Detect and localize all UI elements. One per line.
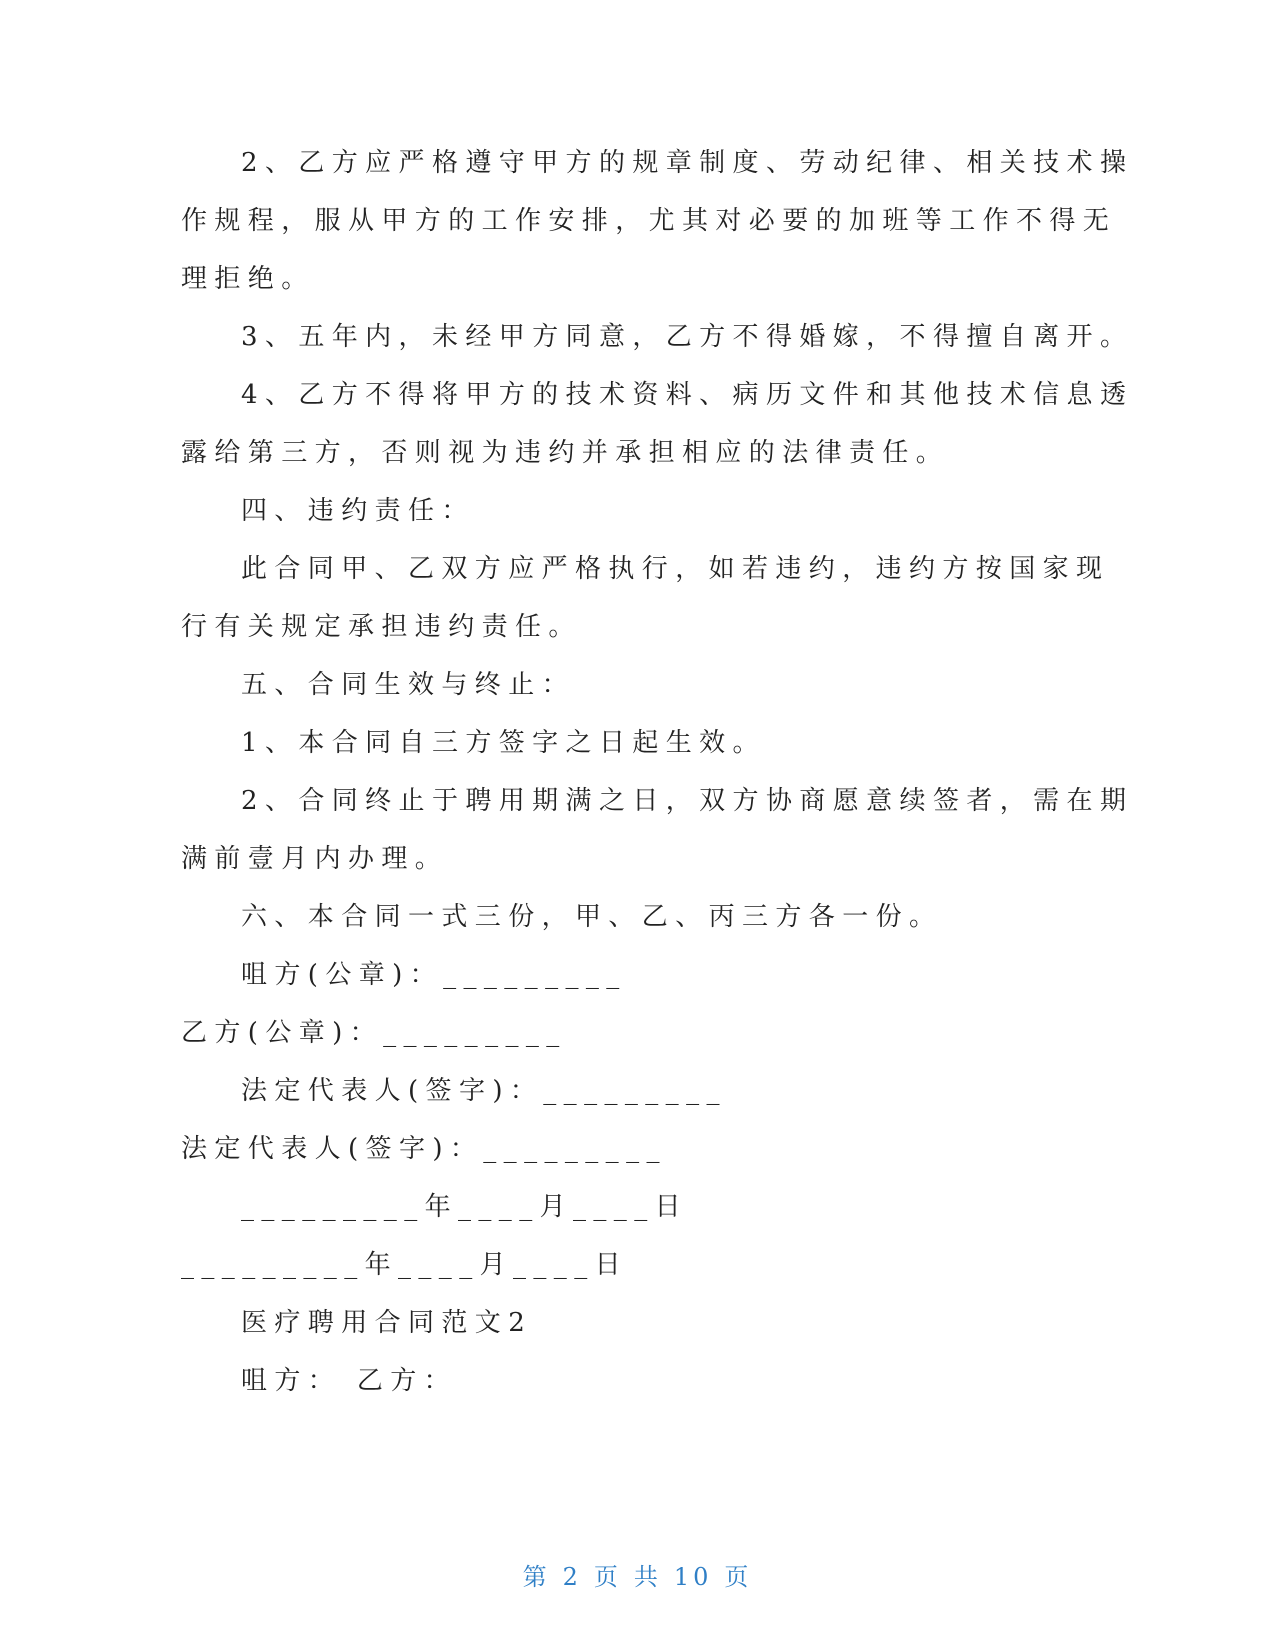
party-a-date-field: _________年____月____日 (241, 1192, 688, 1222)
clause-3-3: 3、五年内，未经甲方同意，乙方不得婚嫁，不得擅自离开。 (241, 322, 1134, 352)
party-b-date-field: _________年____月____日 (181, 1250, 628, 1280)
footer-label-gong: 共 (633, 1563, 662, 1591)
party-b-seal-field: 乙方(公章)：_________ (181, 1018, 567, 1048)
clause-3-2-line-1: 2、乙方应严格遵守甲方的规章制度、劳动纪律、相关技术操 (241, 148, 1134, 178)
clause-3-2-line-3: 理拒绝。 (181, 264, 315, 294)
section-6-text: 六、本合同一式三份，甲、乙、丙三方各一份。 (241, 902, 943, 932)
footer-label-ye2: 页 (724, 1563, 753, 1591)
footer-current-page: 2 (562, 1563, 582, 1591)
clause-5-1: 1、本合同自三方签字之日起生效。 (241, 728, 766, 758)
footer-label-di: 第 (522, 1563, 551, 1591)
section-4-text-line-1: 此合同甲、乙双方应严格执行，如若违约，违约方按国家现 (241, 554, 1110, 584)
sample-2-title: 医疗聘用合同范文2 (241, 1308, 533, 1338)
party-a-seal-field: 咀方(公章)：_________ (241, 960, 627, 990)
section-5-heading: 五、合同生效与终止： (241, 670, 576, 700)
footer-label-ye: 页 (593, 1563, 622, 1591)
clause-3-4-line-2: 露给第三方，否则视为违约并承担相应的法律责任。 (181, 438, 950, 468)
clause-3-2-line-2: 作规程，服从甲方的工作安排，尤其对必要的加班等工作不得无 (181, 206, 1117, 236)
clause-5-2-line-2: 满前壹月内办理。 (181, 844, 449, 874)
sample-2-parties: 咀方： 乙方： (241, 1366, 458, 1396)
party-b-representative-field: 法定代表人(签字)：_________ (181, 1134, 667, 1164)
section-4-heading: 四、违约责任： (241, 496, 475, 526)
section-4-text-line-2: 行有关规定承担违约责任。 (181, 612, 582, 642)
footer-total-pages: 10 (673, 1563, 713, 1591)
page-footer (0, 1562, 1275, 1592)
clause-3-4-line-1: 4、乙方不得将甲方的技术资料、病历文件和其他技术信息透 (241, 380, 1134, 410)
party-a-representative-field: 法定代表人(签字)：_________ (241, 1076, 727, 1106)
clause-5-2-line-1: 2、合同终止于聘用期满之日，双方协商愿意续签者，需在期 (241, 786, 1134, 816)
